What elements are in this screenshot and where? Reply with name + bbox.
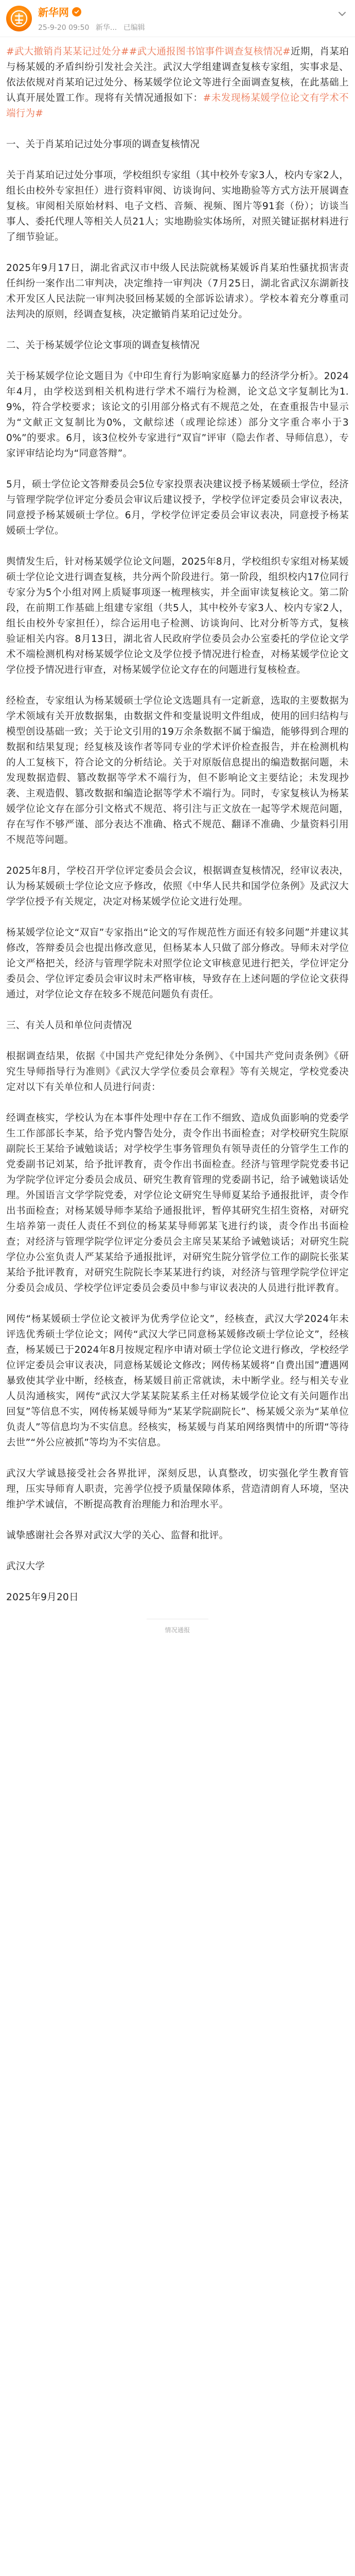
caption-text: 情况通报 [147,1619,208,1638]
post-body [0,37,355,1658]
post-source[interactable]: 新华... [95,24,117,32]
post-timestamp: 25-9-20 09:50 [38,24,90,32]
post-edited-label: 已编辑 [123,24,145,32]
paragraph: 2025年9月17日，湖北省武汉市中级人民法院就杨某媛诉肖某珀性骚扰损害责任纠纷一案作出二审判决，决定维持一审判决（7月25日，湖北省武汉东湖新技术开发区人民法院一审判决驳回杨某媛的全部诉讼请求）。学校本着充分尊重司法判决的原则，经调查复核，决定撤销肖某珀记过处分。 [6,263,349,320]
author-avatar[interactable] [6,6,32,31]
paragraph: 关于杨某媛学位论文题目为《中印生育行为影响家庭暴力的经济学分析》。2024年4月，由学校送到相关机构进行学术不端行为检测，论文总文字复制比为1.9%，符合学校要求；该论文的引用部分格式有不规范之处，在查重报告中显示为“文献正文复制比为0%，文献综述（或理论综述）部分文字重合率小于30%”的要求。6月，该3位校外专家进行“双盲”评审（隐去作者、导师信息），专家评审结论均为“同意答辩”。 [6,371,349,459]
paragraph: 2025年8月，学校召开学位评定委员会会议，根据调查复核情况，经审议表决，认为杨某媛硕士学位论文应予修改，依照《中华人民共和国学位条例》及武汉大学学位授予有关规定，决定对杨某媛学位论文进行处理。 [6,866,349,907]
paragraph: 5月，硕士学位论文答辩委员会5位专家投票表决建议授予杨某媛硕士学位，经济与管理学院学位评定分委员会审议后建议授予，学校学位评定委员会审议表决，同意授予杨某媛硕士学位。6月，学校学位评定委员会审议表决，同意授予杨某媛硕士学位。 [6,479,349,536]
author-name-row [38,4,149,19]
section-heading: 三、有关人员和单位问责情况 [6,1020,132,1031]
topic-link[interactable]: #武大通报图书馆事件调查复核情况# [129,46,291,57]
verified-badge-icon [72,7,81,16]
chevron-down-icon[interactable] [336,8,348,20]
paragraph: 武汉大学诚恳接受社会各界批评，深刻反思，认真整改，切实强化学生教育管理，压实导师育人职责，完善学位授予质量保障体系，营造清朗育人环境，坚决维护学术诚信，不断提高教育治理能力和治理水平。 [6,1468,349,1510]
topic-link[interactable]: #未发现杨某媛学位论文有学术不端行为# [6,93,349,119]
topic-link[interactable]: #武大撤销肖某某记过处分# [6,46,129,57]
intro-text: 近期，肖某珀与杨某媛的矛盾纠纷引发社会关注。武汉大学组建调查复核专家组，实事求是、依法依规对肖某珀记过处分、杨某媛学位论文等进行全面调查复核，在此基础上认真开展处置工作。现将有关情况通报如下： [6,46,349,104]
section-heading: 二、关于杨某媛学位论文事项的调查复核情况 [6,340,200,351]
signature-date: 2025年9月20日 [6,1592,79,1603]
image-caption [6,1619,349,1658]
section-heading: 一、关于肖某珀记过处分事项的调查复核情况 [6,139,200,150]
paragraph: 杨某媛学位论文“双盲”专家指出“论文的写作规范性方面还有较多问题”并建议其修改，答辩委员会也提出修改意见，但杨某本人只做了部分修改。导师未对学位论文严格把关，经济与管理学院未对照学位论文审核意见进行把关，学位评定分委员会、学位评定委员会审议时未严格审核，导致存在上述问题的学位论文获得通过，对学位论文存在较多不规范问题负有责任。 [6,927,349,1000]
paragraph: 舆情发生后，针对杨某媛学位论文问题，2025年8月，学校组织专家组对杨某媛硕士学位论文进行调查复核，共分两个阶段进行。第一阶段，组织校内17位同行专家分为5个小组对网上质疑事项逐一梳理核实，并全面审读复核论文。第二阶段，在前期工作基础上组建专家组（共5人，其中校外专家3人、校内专家2人，组长由校外专家担任），综合运用电子检测、访谈询问、比对分析等方式，复核验证相关内容。8月13日，湖北省人民政府学位委员会办公室委托的学位论文学术不端检测机构对杨某媛学位论文及学位授予情况进行检查，对杨某媛学位论文学位授予情况进行审查，对杨某媛学位论文存在的问题进行复核检查。 [6,556,349,675]
paragraph: 网传“杨某媛硕士学位论文被评为优秀学位论文”，经核查，武汉大学2024年未评选优秀硕士学位论文；网传“武汉大学已同意杨某媛修改硕士学位论文”，经核查，杨某媛已于2024年8月按规定程序申请对硕士学位论文进行修改，学校经学位评定委员会审议表决，同意杨某媛论文修改；网传杨某媛将“自费出国”遭遇网暴致使其学业中断，经核查，杨某媛目前正常就读，未中断学业。经与相关专业人员沟通核实，网传“武汉大学某某院某系主任对杨某媛学位论文有关问题作出回复”等信息不实，网传杨某媛导师为“某某学院副院长”、杨某媛父亲为“某单位负责人”等信息均为不实信息。经核实，杨某媛与肖某珀网络舆情中的所谓“等待去世”“外公应被抓”等均为不实信息。 [6,1314,349,1448]
post-meta [38,22,149,32]
post-header [0,0,355,37]
xinhua-logo-icon [10,10,28,27]
intro-paragraph [6,44,349,122]
paragraph: 诚挚感谢社会各界对武汉大学的关心、监督和批评。 [6,1530,229,1541]
header-meta [38,4,149,32]
paragraph: 经检查，专家组认为杨某媛硕士学位论文选题具有一定新意，选取的主要数据为学术领域有关开放数据集，由数据文件和变量说明文件组成，使用的回归结构与模型创设基础一致；关于论文引用的19万余条数据不属于编造，能够得到合理的数据和结果复现；经复核及该作者等同专业的学术评价检查报告，并在检测机构的人工复核下，符合论文的分析结论。关于对原版信息提出的编造数据问题，未发现数据造假、篡改数据等学术不端行为，但不影响论文主要结论；未发现抄袭、主观造假、篡改数据和编造论据等学术不端行为。同时，专家复核认为杨某媛学位论文存在部分引文格式不规范、将引注与正文放在一起等学术规范问题，存在写作不够严谨、部分表达不准确、格式不规范、翻译不准确、少量资料引用不规范等问题。 [6,696,349,845]
signature-block [6,1559,349,1605]
author-name[interactable]: 新华网 [38,6,69,19]
paragraph: 经调查核实，学校认为在本事件处理中存在工作不细致、造成负面影响的党委学生工作部部长李某，给予党内警告处分，责令作出书面检查；对学校研究生院原副院长王某给予诫勉谈话；对学校学生事务管理负有领导责任的分管学生工作的党委副书记刘某，给予批评教育，责令作出书面检查。经济与管理学院党委书记为学院学位评定分委员会成员、研究生教育管理的党委副书记，给予诫勉谈话处理。外国语言文学学院党委，对学位论文研究生导师夏某给予通报批评，责令作出书面检查；对杨某媛导师李某给予通报批评，暂停其研究生招生资格，对研究生培养第一责任人责任不到位的杨某某导师郭某飞进行约谈，责令作出书面检查；对经济与管理学院学位评定分委员会主席吴某某给予诫勉谈话；对研究生院学位办公室负责人严某某给予通报批评，对研究生院分管学位工作的副院长张某某给予批评教育，对研究生院院长李某某进行约谈，对经济与管理学院学位评定分委员会成员、学校学位评定委员会委员中参与审议表决的人员进行批评教育。 [6,1113,349,1294]
paragraph: 根据调查结果，依据《中国共产党纪律处分条例》、《中国共产党问责条例》《研究生导师指导行为准则》《武汉大学学位委员会章程》等有关规定，学校党委决定对以下有关单位和人员进行问责： [6,1051,349,1093]
paragraph: 关于肖某珀记过处分事项，学校组织专家组（其中校外专家3人，校内专家2人，组长由校外专家担任）进行资料审阅、访谈询问、实地勘验等方式方法开展调查复核。审阅相关原始材料、电子文档、音频、视频、图片等91套（份）；访谈当事人、委托代理人等相关人员21人；实地勘验实体场所，对照关键证据材料进行了细节验证。 [6,170,349,243]
signature-org: 武汉大学 [6,1561,45,1572]
